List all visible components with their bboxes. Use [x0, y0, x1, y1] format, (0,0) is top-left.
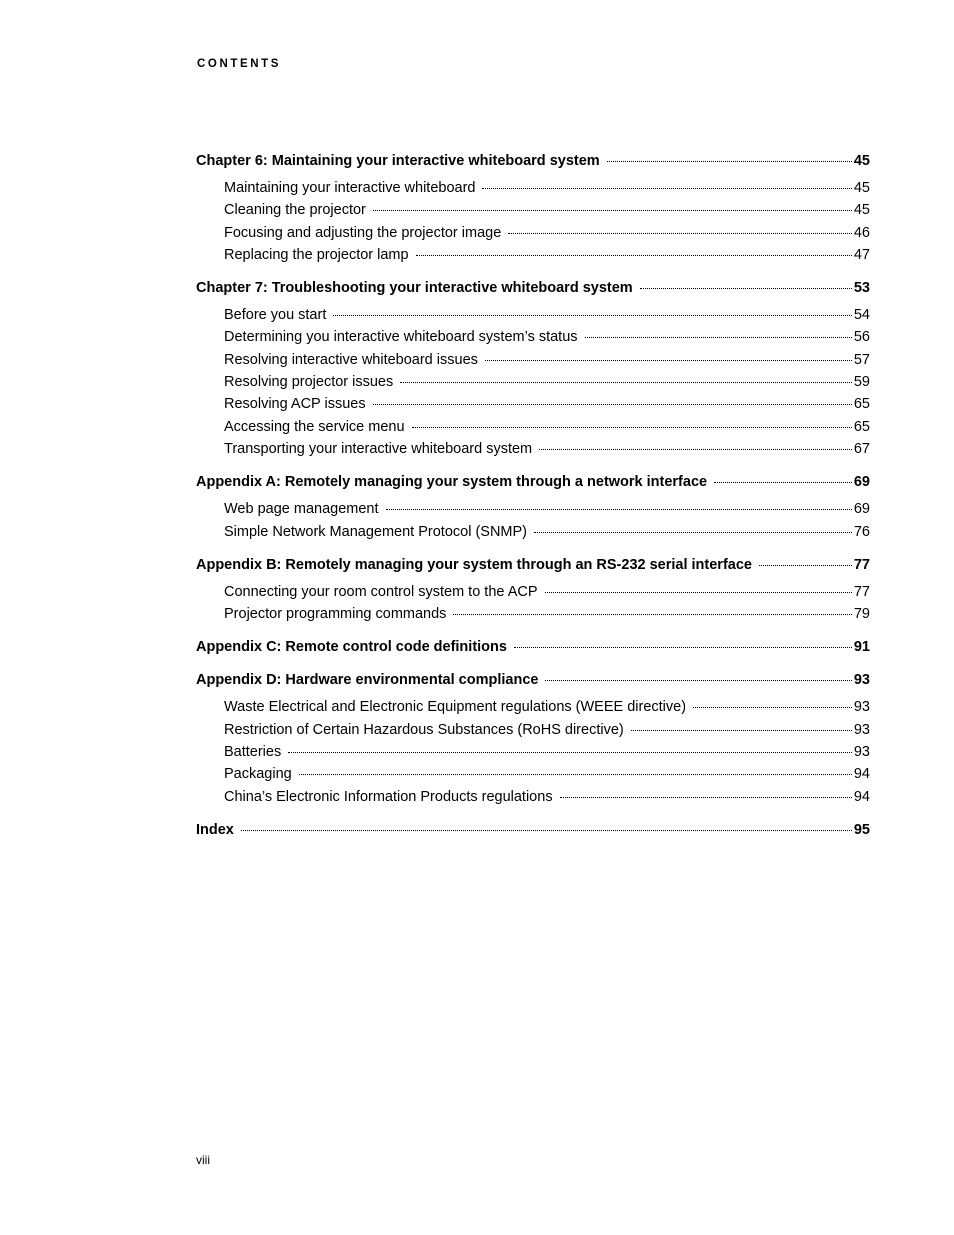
- toc-section-title: Cleaning the projector: [224, 202, 366, 219]
- running-header: CONTENTS: [197, 58, 282, 70]
- dot-leader: [714, 482, 852, 483]
- dot-leader: [560, 797, 852, 798]
- toc-group-appendix-d: [196, 669, 870, 807]
- dot-leader: [545, 680, 851, 681]
- toc-page-number: 45: [853, 153, 870, 169]
- toc-chapter-title: Appendix A: Remotely managing your system through a network interface: [196, 474, 708, 491]
- toc-section-entry[interactable]: [196, 438, 870, 460]
- toc-group-appendix-b: [196, 554, 870, 626]
- toc-page-number: 65: [853, 418, 870, 435]
- toc-page-number: 45: [853, 202, 870, 219]
- toc-section-entry[interactable]: [196, 521, 870, 543]
- toc-section-entry[interactable]: [196, 371, 870, 393]
- toc-chapter-title: Chapter 7: Troubleshooting your interactive whiteboard system: [196, 280, 633, 297]
- toc-section-title: China’s Electronic Information Products regulations: [224, 788, 553, 805]
- toc-page-number: 69: [853, 501, 870, 518]
- toc-group-index: [196, 819, 870, 841]
- toc-section-entry[interactable]: [196, 304, 870, 326]
- dot-leader: [416, 255, 852, 256]
- toc-group-chapter-7: [196, 277, 870, 460]
- toc-section-entry[interactable]: [196, 199, 870, 221]
- toc-page-number: 94: [853, 788, 870, 805]
- dot-leader: [759, 565, 852, 566]
- dot-leader: [545, 592, 852, 593]
- dot-leader: [373, 404, 852, 405]
- toc-section-entry[interactable]: [196, 326, 870, 348]
- toc-section-title: Web page management: [224, 501, 379, 518]
- toc-section-title: Resolving ACP issues: [224, 396, 366, 413]
- dot-leader: [386, 509, 852, 510]
- toc-page-number: 77: [853, 583, 870, 600]
- toc-section-title: Connecting your room control system to the ACP: [224, 583, 538, 600]
- toc-chapter-entry[interactable]: [196, 150, 870, 172]
- toc-section-title: Simple Network Management Protocol (SNMP): [224, 523, 527, 540]
- dot-leader: [299, 774, 852, 775]
- toc-section-title: Focusing and adjusting the projector image: [224, 224, 502, 241]
- toc-section-title: Packaging: [224, 766, 292, 783]
- toc-section-title: Resolving interactive whiteboard issues: [224, 351, 478, 368]
- toc-section-entry[interactable]: [196, 741, 870, 763]
- dot-leader: [333, 315, 852, 316]
- toc-page-number: 93: [853, 744, 870, 761]
- toc-section-entry[interactable]: [196, 393, 870, 415]
- toc-page-number: 93: [853, 721, 870, 738]
- toc-chapter-title: Appendix D: Hardware environmental compliance: [196, 672, 539, 689]
- toc-section-entry[interactable]: [196, 416, 870, 438]
- toc-page-number: 76: [853, 523, 870, 540]
- toc-page-number: 94: [853, 766, 870, 783]
- dot-leader: [400, 382, 852, 383]
- toc-section-entry[interactable]: [196, 696, 870, 718]
- toc-section-entry[interactable]: [196, 222, 870, 244]
- toc-page-number: 95: [853, 821, 870, 838]
- dot-leader: [373, 210, 852, 211]
- toc-section-entry[interactable]: [196, 498, 870, 520]
- toc-group-appendix-a: [196, 471, 870, 543]
- toc-group-appendix-c: [196, 636, 870, 658]
- dot-leader: [514, 647, 852, 648]
- toc-section-title: Determining you interactive whiteboard system’s status: [224, 329, 578, 346]
- toc-section-title: Replacing the projector lamp: [224, 246, 409, 263]
- toc-chapter-entry[interactable]: [196, 277, 870, 299]
- toc-section-entry[interactable]: [196, 786, 870, 808]
- page-number-footer: viii: [196, 1153, 210, 1167]
- toc-section-entry[interactable]: [196, 177, 870, 199]
- toc-page-number: 54: [853, 307, 870, 324]
- toc-page-number: 93: [853, 699, 870, 716]
- toc-section-title: Transporting your interactive whiteboard system: [224, 440, 533, 457]
- dot-leader: [508, 233, 852, 234]
- toc-chapter-title: Chapter 6: Maintaining your interactive whiteboard system: [196, 153, 600, 169]
- toc-group-chapter-6: [196, 150, 870, 266]
- toc-section-title: Projector programming commands: [224, 606, 447, 623]
- toc-section-entry[interactable]: [196, 603, 870, 625]
- toc-section-title: Maintaining your interactive whiteboard: [224, 180, 476, 196]
- toc-page-number: 56: [853, 329, 870, 346]
- table-of-contents: [196, 150, 870, 841]
- dot-leader: [539, 449, 852, 450]
- toc-section-title: Waste Electrical and Electronic Equipment regulations (WEEE directive): [224, 699, 687, 716]
- toc-page-number: 65: [853, 396, 870, 413]
- dot-leader: [453, 614, 851, 615]
- toc-section-title: Resolving projector issues: [224, 374, 394, 391]
- dot-leader: [241, 830, 852, 831]
- toc-page-number: 45: [853, 180, 870, 196]
- toc-section-title: Restriction of Certain Hazardous Substances (RoHS directive): [224, 721, 624, 738]
- toc-section-title: Batteries: [224, 744, 282, 761]
- dot-leader: [693, 707, 852, 708]
- toc-section-title: Accessing the service menu: [224, 418, 405, 435]
- toc-page-number: 46: [853, 224, 870, 241]
- toc-page-number: 53: [853, 280, 870, 297]
- toc-section-title: Before you start: [224, 307, 327, 324]
- dot-leader: [631, 730, 852, 731]
- dot-leader: [607, 161, 852, 162]
- toc-page-number: 59: [853, 374, 870, 391]
- toc-chapter-title: Appendix B: Remotely managing your system through an RS-232 serial interface: [196, 556, 752, 573]
- dot-leader: [288, 752, 852, 753]
- dot-leader: [585, 337, 852, 338]
- dot-leader: [640, 288, 852, 289]
- toc-chapter-entry[interactable]: [196, 554, 870, 576]
- toc-chapter-entry[interactable]: [196, 819, 870, 841]
- toc-section-entry[interactable]: [196, 763, 870, 785]
- toc-section-entry[interactable]: [196, 581, 870, 603]
- toc-chapter-entry[interactable]: [196, 669, 870, 691]
- toc-page-number: 69: [853, 474, 870, 491]
- toc-page-number: 67: [853, 440, 870, 457]
- toc-section-entry[interactable]: [196, 719, 870, 741]
- toc-page-number: 77: [853, 556, 870, 573]
- toc-page-number: 57: [853, 351, 870, 368]
- dot-leader: [485, 360, 852, 361]
- toc-chapter-entry[interactable]: [196, 636, 870, 658]
- dot-leader: [412, 427, 852, 428]
- toc-chapter-title: Appendix C: Remote control code definitions: [196, 639, 507, 656]
- dot-leader: [482, 188, 851, 189]
- toc-section-entry[interactable]: [196, 244, 870, 266]
- toc-chapter-title: Index: [196, 821, 234, 838]
- dot-leader: [534, 532, 852, 533]
- toc-section-entry[interactable]: [196, 349, 870, 371]
- toc-page-number: 91: [853, 639, 870, 656]
- toc-page-number: 47: [853, 246, 870, 263]
- toc-page-number: 93: [853, 672, 870, 689]
- toc-chapter-entry[interactable]: [196, 471, 870, 493]
- toc-page-number: 79: [853, 606, 870, 623]
